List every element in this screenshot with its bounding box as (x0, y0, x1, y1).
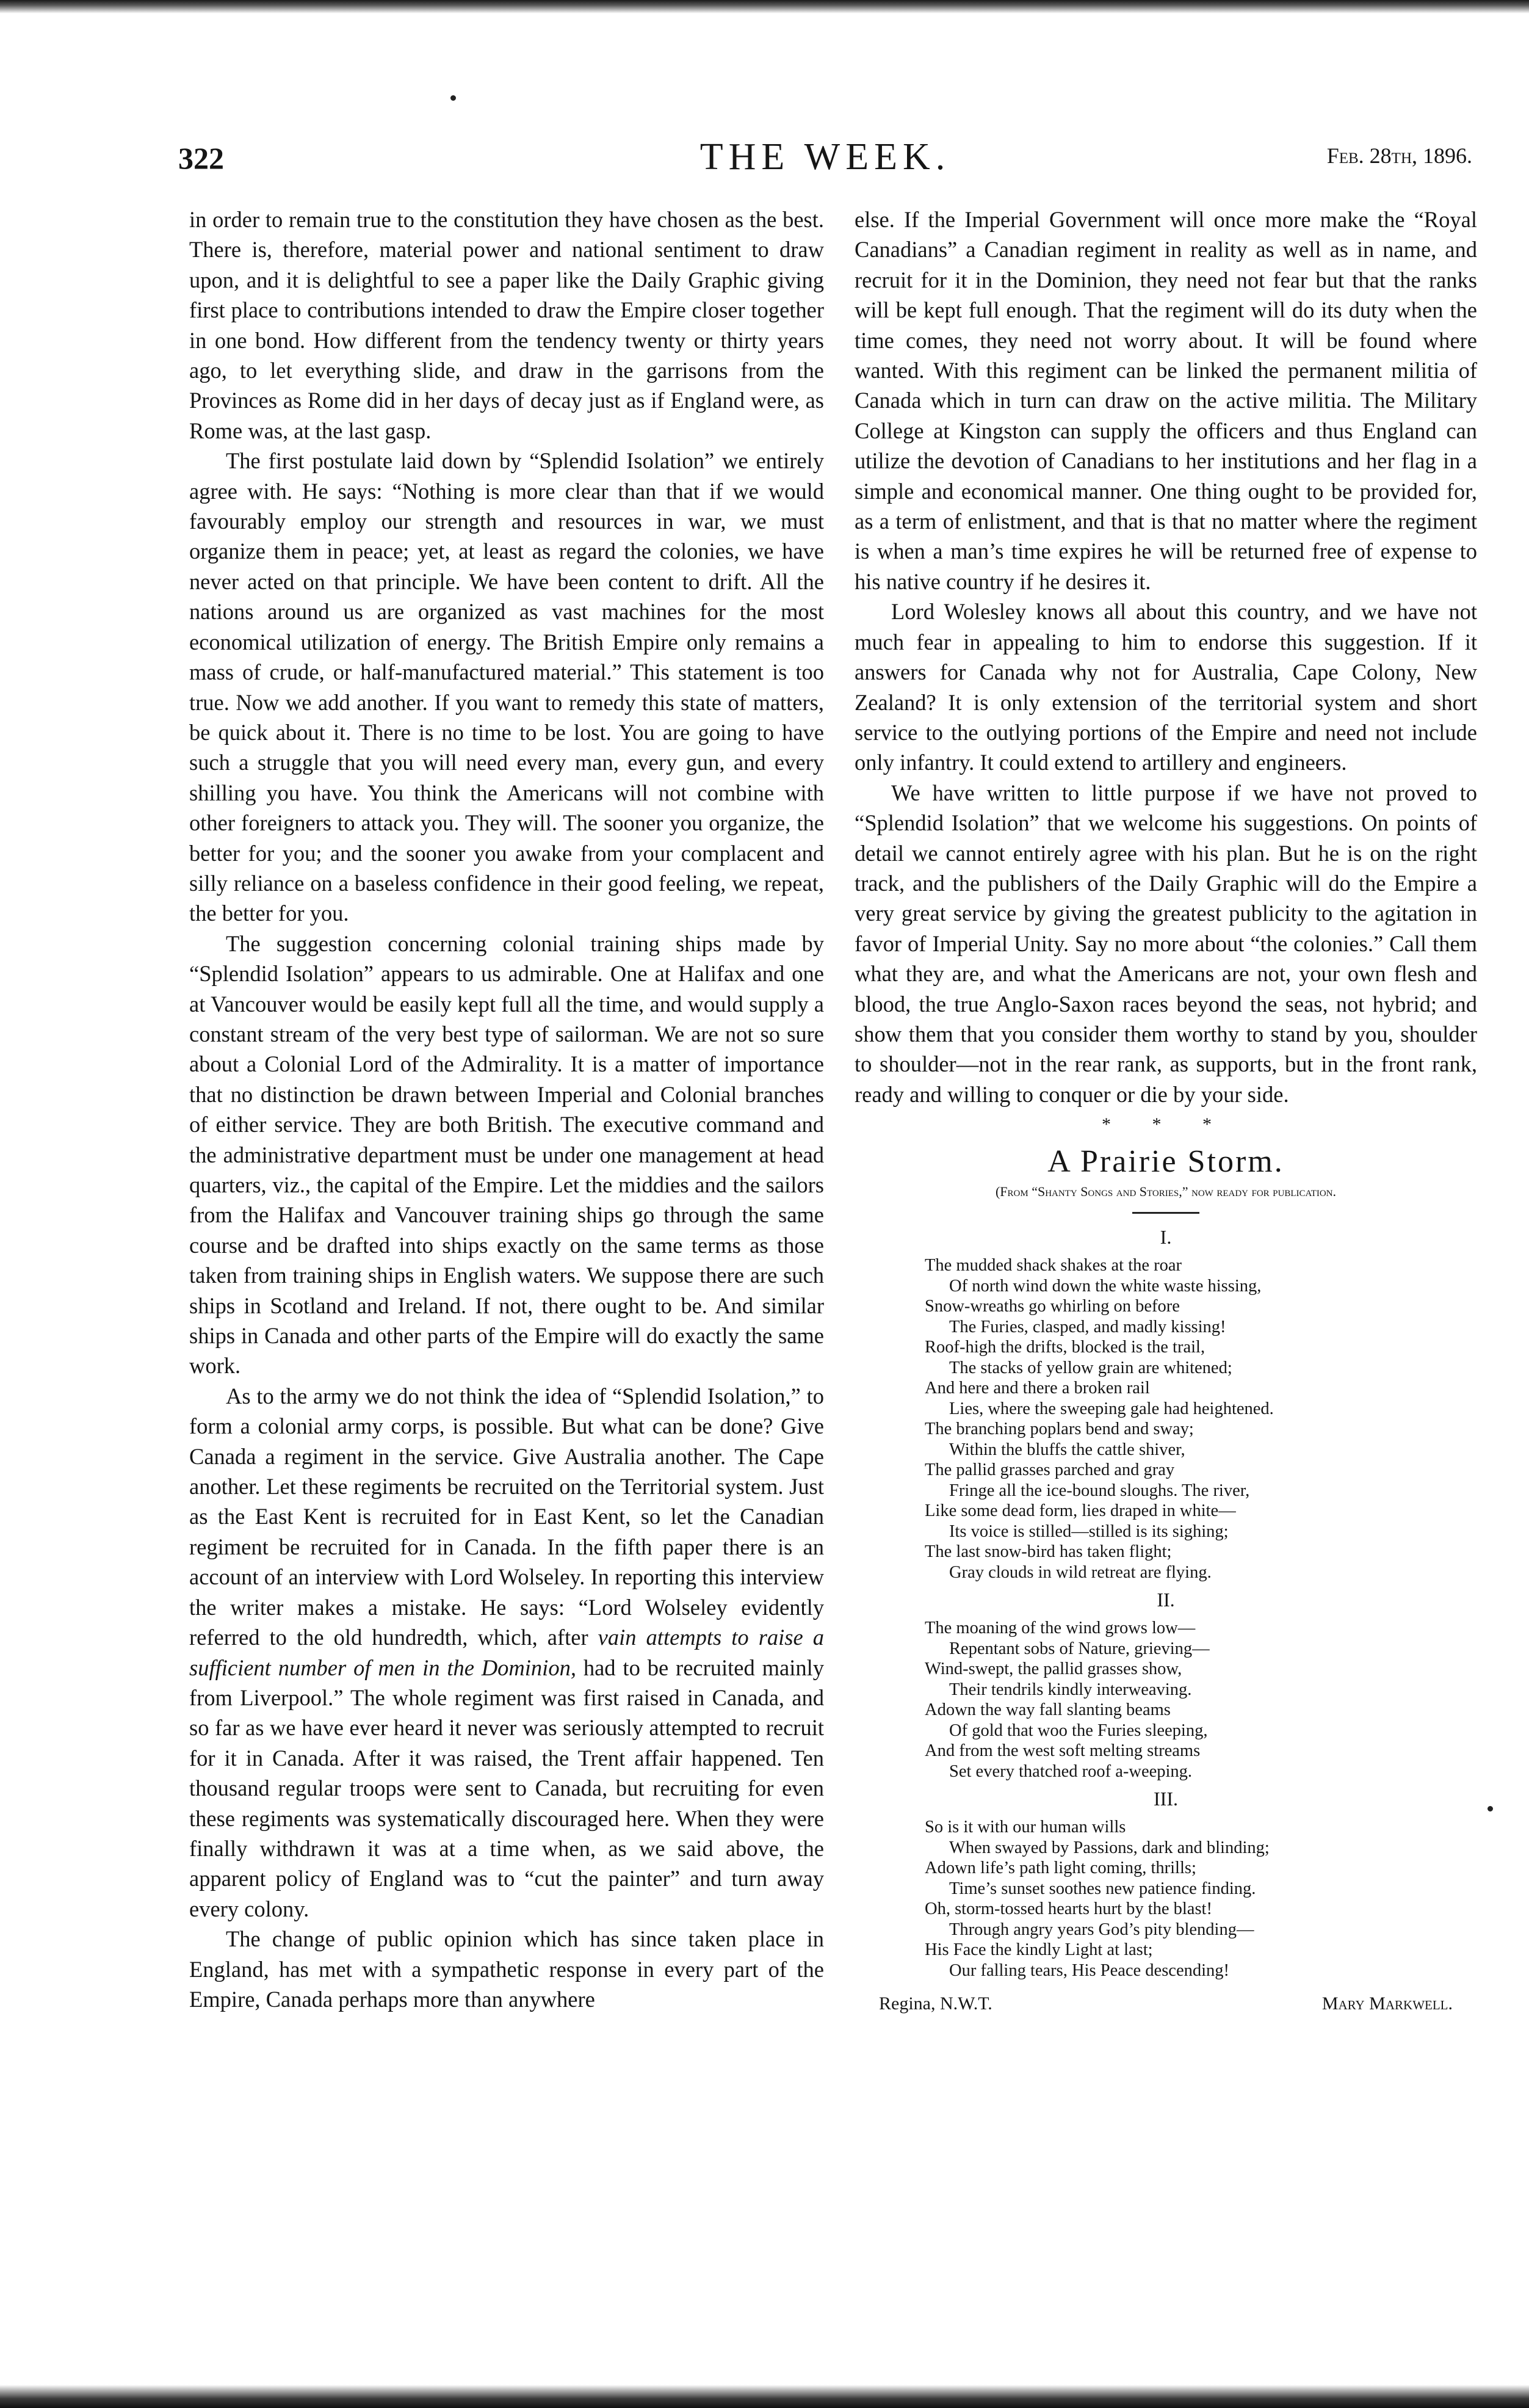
right-column (855, 205, 1477, 2016)
paragraph: The first postulate laid down by “Splendid Isolation” we entirely agree with. He says: “Nothing is more clear than that if we would favourably employ our strength and resources in war, we must organize them in peace; yet, at least as regard the colonies, we have never acted on that principle. We have been content to drift. All the nations around us are organized as vast machines for the most economical utilization of energy. The British Empire only remains a mass of crude, or half-manufactured material.” This statement is too true. Now we add another. If you want to remedy this state of matters, be quick about it. There is no time to be lost. You are going to have such a struggle that you will need every man, every gun, and every shilling you have. You think the Americans will not combine with other foreigners to attack you. They will. The sooner you organize, the better for you; and the sooner you awake from your complacent and silly reliance on a baseless confidence in their good feeling, we repeat, the better for you. (189, 448, 824, 926)
poem-line: Roof-high the drifts, blocked is the trail, (925, 1338, 1205, 1357)
poem-line: So is it with our human wills (925, 1818, 1126, 1837)
poem-source: (From “Shanty Songs and Stories,” now ready for publication. (995, 1184, 1337, 1200)
stanza-lines (925, 1618, 1477, 1782)
poem-line: The moaning of the wind grows low— (925, 1619, 1196, 1638)
poem-title: A Prairie Storm. (1047, 1144, 1284, 1180)
poem-line: Of gold that woo the Furies sleeping, (949, 1721, 1208, 1740)
poem-line: And here and there a broken rail (925, 1379, 1150, 1398)
poem-line: And from the west soft melting streams (925, 1741, 1201, 1761)
italic-quote: vain attempts to raise a sufficient number of men in the Dominion, (189, 1625, 824, 1680)
poem-line: Wind-swept, the pallid grasses show, (925, 1659, 1182, 1679)
poem-line: The stacks of yellow grain are whitened; (949, 1358, 1232, 1377)
poem-line: Our falling tears, His Peace descending! (949, 1960, 1230, 1980)
poem-stanza (855, 1587, 1477, 1782)
scan-bottom-edge (0, 2385, 1529, 2408)
poem-line: When swayed by Passions, dark and blinding; (949, 1838, 1270, 1857)
paragraph-text: As to the army we do not think the idea of “Splendid Isolation,” to form a colonial army corps, is possible. But what can be done? Give Canada a regiment in the service. Give Australia another. The Cape another. Let these regiments be recruited on the Territorial system. Just as the East Kent is recruited for in East Kent, so let the Canadian regiment be recruited for in Canada. In the fifth paper there is an account of an interview with Lord Wolseley. In reporting this interview the writer makes a mistake. He says: “Lord Wolseley evidently referred to the old hundredth, which, after (189, 1383, 824, 1650)
scan-speck (1487, 1806, 1493, 1811)
poem-line: Time’s sunset soothes new patience finding. (949, 1879, 1256, 1898)
poem-line: Its voice is stilled—stilled is its sighing; (949, 1521, 1229, 1541)
poem-line: The pallid grasses parched and gray (925, 1460, 1175, 1480)
paragraph-text: had to be recruited mainly from Liverpool.” The whole regiment was first raised in Canada, and so far as we have ever heard it never was seriously attempted to recruit for it in Canada. After it was raised, the Trent affair happened. Ten thousand regular troops were sent to Canada, but recruiting for even these regiments was systematically discouraged here. When they were finally withdrawn it was at a time when, as we said above, the apparent policy of England was to “cut the painter” and turn away every colony. (189, 1655, 824, 1921)
stanza-lines (925, 1817, 1477, 1981)
scan-speck (450, 95, 456, 101)
poem-line: Gray clouds in wild retreat are flying. (949, 1562, 1212, 1582)
paragraph: else. If the Imperial Government will once more make the “Royal Canadians” a Canadian regiment in reality as well as in name, and recruit for it in the Dominion, they need not fear but that the ranks will be kept full enough. That the regiment will do its duty when the time comes, they need not worry about. It will be found where wanted. With this regiment can be linked the permanent militia of Canada which in turn can draw on the active militia. The Military College at Kingston can supply the officers and thus England can utilize the devotion of Canadians to her institutions and her flag in a simple and economical manner. One thing ought to be provided for, as a term of enlistment, and that is that no matter where the regiment is when a man’s time expires he will be returned free of expense to his native country if he desires it. (855, 207, 1477, 594)
paragraph: We have written to little purpose if we have not proved to “Splendid Isolation” that we welcome his suggestions. On points of detail we cannot entirely agree with his plan. But he is on the right track, and the publishers of the Daily Graphic will do the Empire a very great service by giving the greatest publicity to the agitation in favor of Imperial Unity. Say no more about “the colonies.” Call them what they are, and what the Americans are not, your own flesh and blood, the true Anglo-Saxon races beyond the seas, not hybrid; and show them that you consider them worthy to stand by you, shoulder to shoulder—not in the rear rank, as supports, but in the front rank, ready and willing to conquer or die by your side. (855, 780, 1477, 1107)
stanza-number: II. (1157, 1589, 1175, 1611)
page-number: 322 (178, 141, 224, 175)
left-column (189, 205, 824, 2014)
signature-author: Mary Markwell. (1321, 1993, 1453, 2014)
poem-stanza (855, 1225, 1477, 1583)
poem-line: Of north wind down the white waste hissing, (949, 1276, 1262, 1296)
paragraph: The change of public opinion which has since taken place in England, has met with a sympathetic response in every part of the Empire, Canada perhaps more than anywhere (189, 1926, 824, 2012)
poem-line: Lies, where the sweeping gale had heightened. (949, 1399, 1274, 1418)
poem-line: Snow-wreaths go whirling on before (925, 1297, 1180, 1316)
poem-line: The mudded shack shakes at the roar (925, 1256, 1182, 1275)
poem-line: The last snow-bird has taken flight; (925, 1542, 1172, 1562)
poem-line: Repentant sobs of Nature, grieving— (949, 1639, 1210, 1658)
poem-line: Their tendrils kindly interweaving. (949, 1680, 1192, 1699)
scan-top-edge (0, 0, 1529, 13)
poem-line: The Furies, clasped, and madly kissing! (949, 1317, 1226, 1336)
signature-place: Regina, N.W.T. (879, 1993, 992, 2014)
poem-line: The branching poplars bend and sway; (925, 1420, 1194, 1439)
poem-stanza (855, 1786, 1477, 1981)
poem-line: Through angry years God’s pity blending— (949, 1920, 1254, 1939)
page-header (178, 136, 1472, 184)
stanza-lines (925, 1255, 1477, 1583)
poem-line: Adown life’s path light coming, thrills; (925, 1859, 1196, 1878)
poem-line: Adown the way fall slanting beams (925, 1700, 1171, 1720)
poem-line: Like some dead form, lies draped in white— (925, 1501, 1236, 1521)
journal-title: THE WEEK. (699, 136, 951, 178)
paragraph: Lord Wolesley knows all about this country, and we have not much fear in appealing to him to endorse this suggestion. If it answers for Canada why not for Australia, Cape Colony, New Zealand? It is only extension of the territorial system and short service to the outlying portions of the Empire and need not include only infantry. It could extend to artillery and engineers. (855, 599, 1477, 775)
issue-date: Feb. 28th, 1896. (1326, 143, 1472, 168)
section-asterism: * * * (1102, 1114, 1230, 1135)
poem-signature (855, 1992, 1477, 2016)
stanza-number: III. (1154, 1788, 1178, 1810)
paragraph: The suggestion concerning colonial training ships made by “Splendid Isolation” appears to us admirable. One at Halifax and one at Vancouver would be easily kept full all the time, and would supply a constant stream of the very best type of sailorman. We are not so sure about a Colonial Lord of the Admirality. It is a matter of importance that no distinction be drawn between Imperial and Colonial branches of either service. They are both British. The executive command and the administrative department must be under one management at head quarters, viz., the capital of the Empire. Let the middies and the sailors from the Halifax and Vancouver training ships go through the same course and be drafted into ships exactly on the same terms as those taken from training ships in English waters. We suppose there are such ships in Scotland and Ireland. If not, there ought to be. And similar ships in Canada and other parts of the Empire will do exactly the same work. (189, 930, 824, 1379)
poem-line: Within the bluffs the cattle shiver, (949, 1440, 1185, 1459)
paragraph (189, 1381, 824, 1924)
paragraph: in order to remain true to the constitution they have chosen as the best. There is, therefore, material power and national sentiment to draw upon, and it is delightful to see a paper like the Daily Graphic giving first place to contributions intended to draw the Empire closer together in one bond. How different from the tendency twenty or thirty years ago, to let everything slide, and draw in the garrisons from the Provinces as Rome did in her days of decay just as if England were, as Rome was, at the last gasp. (189, 207, 824, 443)
poem-line: Fringe all the ice-bound sloughs. The river, (949, 1481, 1250, 1500)
poem-line: Oh, storm-tossed hearts hurt by the blast! (925, 1899, 1212, 1919)
poem-line: His Face the kindly Light at last; (925, 1940, 1153, 1960)
divider (1132, 1212, 1199, 1214)
poem-line: Set every thatched roof a-weeping. (949, 1761, 1193, 1781)
stanza-number: I. (1160, 1226, 1172, 1249)
